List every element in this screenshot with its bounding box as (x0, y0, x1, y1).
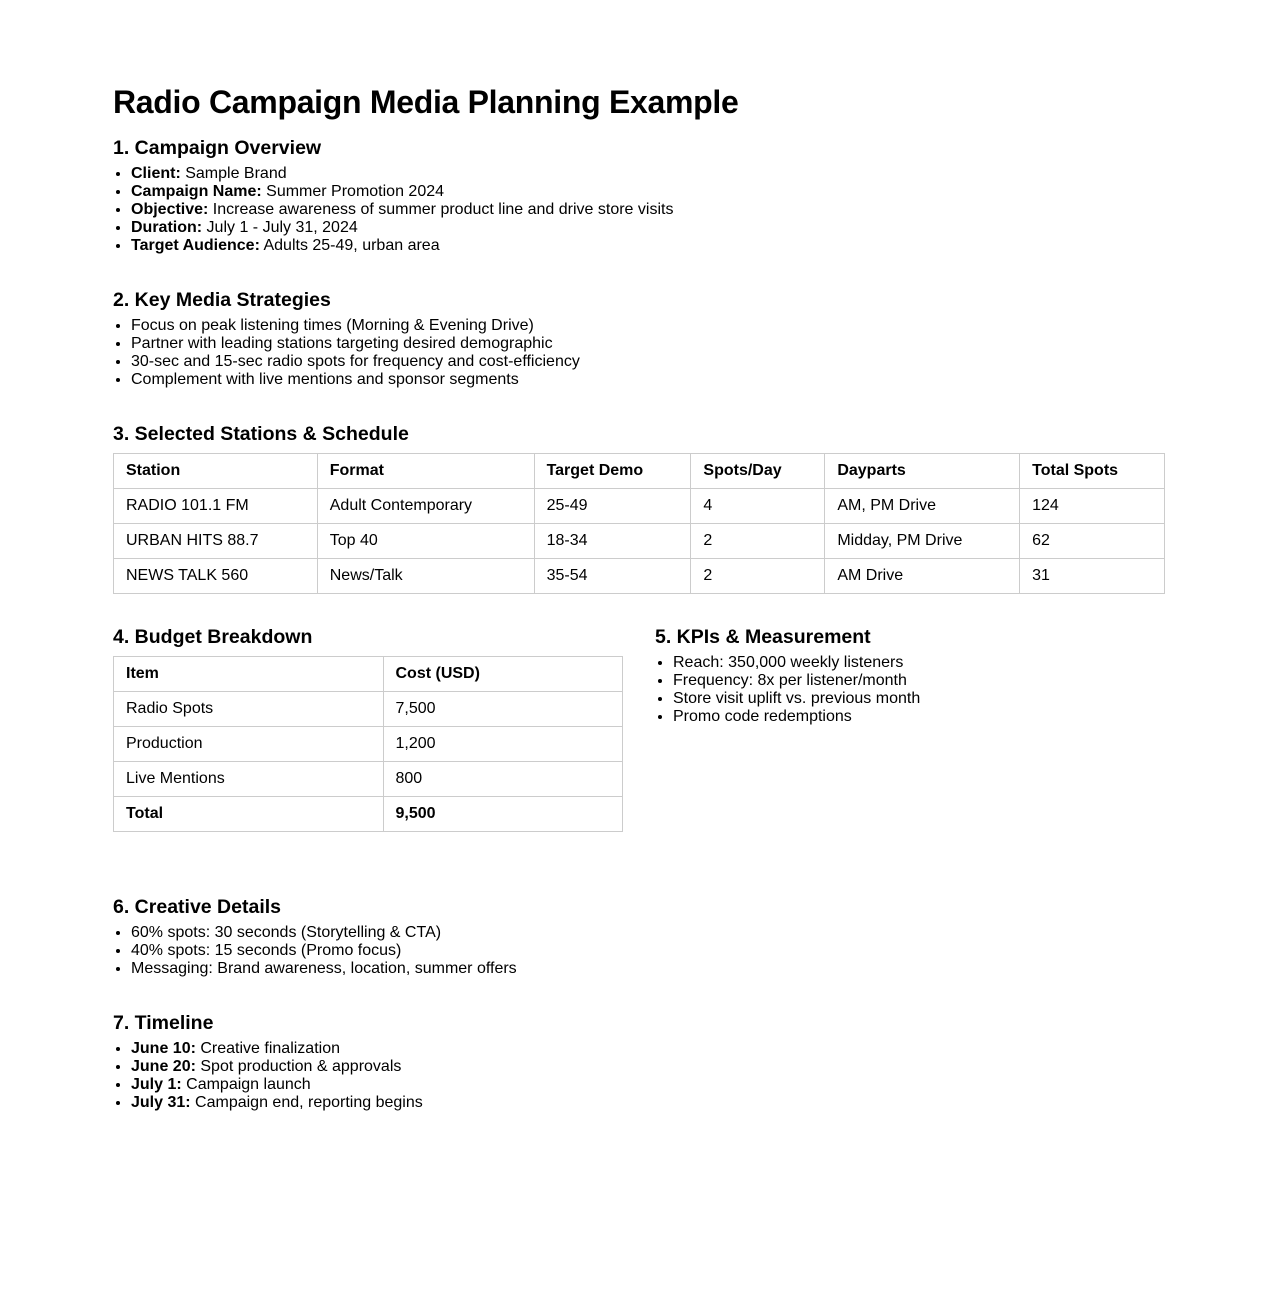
cell-spots-per-day: 2 (691, 559, 825, 594)
cell-item: Live Mentions (114, 762, 384, 797)
cell-item: Production (114, 727, 384, 762)
cell-format: News/Talk (317, 559, 534, 594)
cell-target-demo: 25-49 (534, 489, 691, 524)
strategies-list (113, 317, 580, 389)
budget-breakdown-section (113, 626, 623, 832)
budget-table (113, 656, 623, 832)
list-item: • 40% spots: 15 seconds (Promo focus) (131, 942, 517, 960)
stations-table (113, 453, 1165, 594)
cell-item: Radio Spots (114, 692, 384, 727)
cell-dayparts: AM Drive (825, 559, 1020, 594)
list-item: • Duration: July 1 - July 31, 2024 (131, 219, 673, 237)
table-row (114, 727, 623, 762)
cell-dayparts: AM, PM Drive (825, 489, 1020, 524)
cell-spots-per-day: 4 (691, 489, 825, 524)
column-header-cost: Cost (USD) (383, 657, 623, 692)
timeline-section (113, 1012, 423, 1112)
section-heading: 4. Budget Breakdown (113, 626, 313, 648)
cell-dayparts: Midday, PM Drive (825, 524, 1020, 559)
stations-schedule-section (113, 423, 1165, 594)
cell-spots-per-day: 2 (691, 524, 825, 559)
list-item: • Partner with leading stations targeting desired demographic (131, 335, 580, 353)
table-header-row (114, 454, 1165, 489)
table-total-row (114, 797, 623, 832)
column-header-target-demo: Target Demo (534, 454, 691, 489)
campaign-overview-section (113, 137, 673, 255)
column-header-format: Format (317, 454, 534, 489)
column-header-station: Station (114, 454, 318, 489)
cell-target-demo: 18-34 (534, 524, 691, 559)
cell-cost: 1,200 (383, 727, 623, 762)
cell-total-spots: 124 (1020, 489, 1165, 524)
cell-format: Top 40 (317, 524, 534, 559)
cell-total-spots: 62 (1020, 524, 1165, 559)
list-item: • Promo code redemptions (673, 708, 920, 726)
section-heading: 3. Selected Stations & Schedule (113, 423, 409, 445)
cell-station: RADIO 101.1 FM (114, 489, 318, 524)
column-header-spots-per-day: Spots/Day (691, 454, 825, 489)
list-item: • Frequency: 8x per listener/month (673, 672, 920, 690)
section-heading: 7. Timeline (113, 1012, 214, 1034)
table-row (114, 559, 1165, 594)
list-item: • June 10: Creative finalization (131, 1040, 423, 1058)
cell-station: NEWS TALK 560 (114, 559, 318, 594)
creative-list (113, 924, 517, 978)
cell-total-value: 9,500 (383, 797, 623, 832)
kpis-list (655, 654, 920, 726)
cell-cost: 7,500 (383, 692, 623, 727)
list-item: • Campaign Name: Summer Promotion 2024 (131, 183, 673, 201)
list-item: • Store visit uplift vs. previous month (673, 690, 920, 708)
section-heading: 5. KPIs & Measurement (655, 626, 871, 648)
creative-details-section (113, 896, 517, 978)
cell-cost: 800 (383, 762, 623, 797)
cell-station: URBAN HITS 88.7 (114, 524, 318, 559)
table-row (114, 489, 1165, 524)
overview-list (113, 165, 673, 255)
section-heading: 2. Key Media Strategies (113, 289, 331, 311)
list-item: • 30-sec and 15-sec radio spots for frequency and cost-efficiency (131, 353, 580, 371)
timeline-list (113, 1040, 423, 1112)
cell-format: Adult Contemporary (317, 489, 534, 524)
cell-total-label: Total (114, 797, 384, 832)
list-item: • Reach: 350,000 weekly listeners (673, 654, 920, 672)
list-item: • Objective: Increase awareness of summer product line and drive store visits (131, 201, 673, 219)
section-heading: 1. Campaign Overview (113, 137, 322, 159)
list-item: • July 1: Campaign launch (131, 1076, 423, 1094)
list-item: • 60% spots: 30 seconds (Storytelling & CTA) (131, 924, 517, 942)
kpis-section (655, 626, 920, 726)
table-header-row (114, 657, 623, 692)
list-item: • Focus on peak listening times (Morning & Evening Drive) (131, 317, 580, 335)
table-row (114, 524, 1165, 559)
list-item: • June 20: Spot production & approvals (131, 1058, 423, 1076)
column-header-item: Item (114, 657, 384, 692)
cell-target-demo: 35-54 (534, 559, 691, 594)
media-strategies-section (113, 289, 580, 389)
list-item: • July 31: Campaign end, reporting begins (131, 1094, 423, 1112)
cell-total-spots: 31 (1020, 559, 1165, 594)
table-row (114, 762, 623, 797)
list-item: • Target Audience: Adults 25-49, urban area (131, 237, 673, 255)
column-header-total-spots: Total Spots (1020, 454, 1165, 489)
list-item: • Messaging: Brand awareness, location, summer offers (131, 960, 517, 978)
list-item: • Client: Sample Brand (131, 165, 673, 183)
section-heading: 6. Creative Details (113, 896, 282, 918)
column-header-dayparts: Dayparts (825, 454, 1020, 489)
page-title: Radio Campaign Media Planning Example (113, 84, 739, 120)
list-item: • Complement with live mentions and sponsor segments (131, 371, 580, 389)
table-row (114, 692, 623, 727)
